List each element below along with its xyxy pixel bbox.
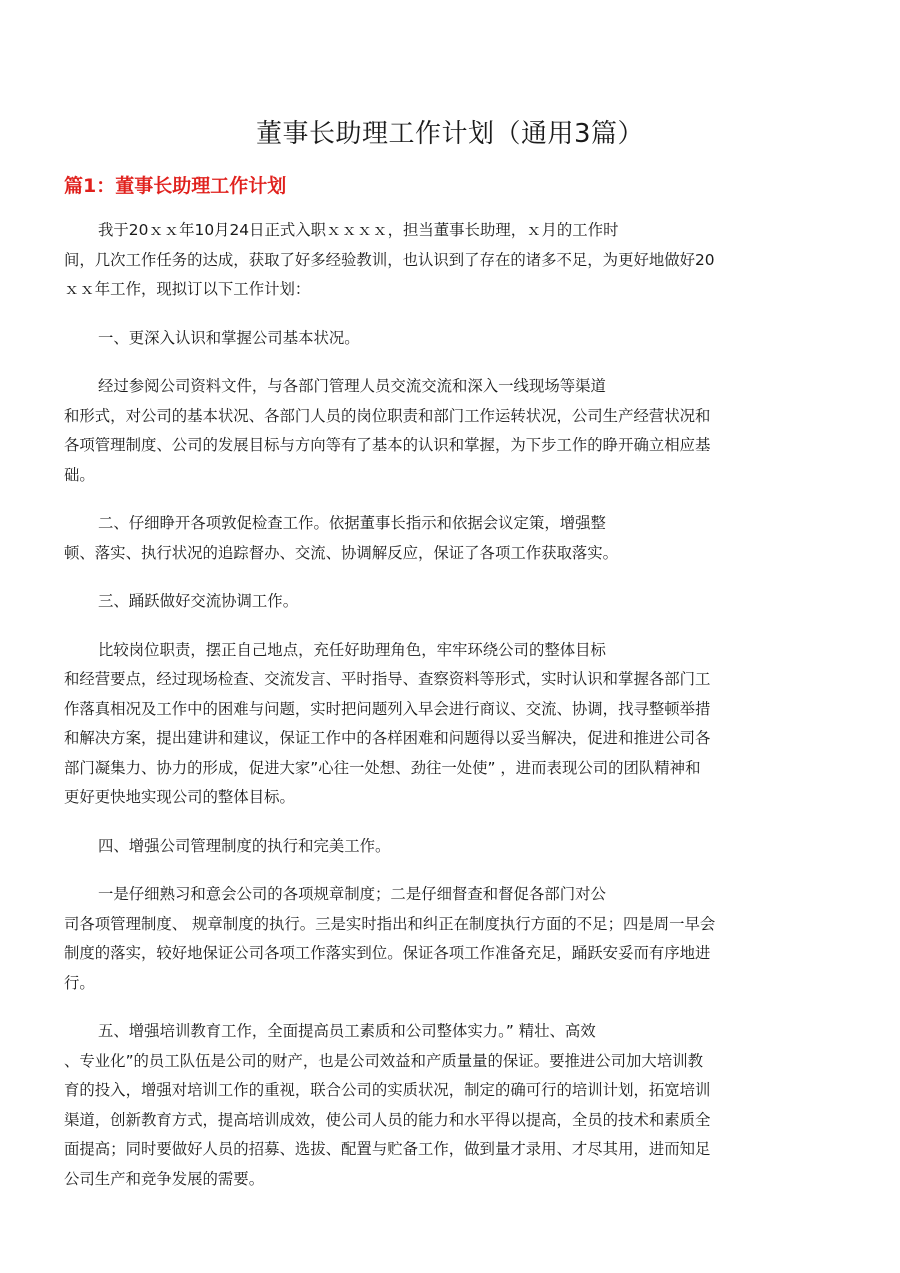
text-line: 我于20ｘｘ年10月24日正式入职ｘｘｘｘ，担当董事长助理，ｘ月的工作时 (98, 221, 619, 239)
heading-item-3 (64, 587, 836, 617)
heading-item-2 (64, 509, 836, 568)
text-line: 部门凝集力、协力的形成，促进大家”心往一处想、劲往一处使” ，进而表现公司的团队精神和 (64, 758, 701, 777)
text-line: 制度的落实，较好地保证公司各项工作落实到位。保证各项工作准备充足，踊跃安妥而有序地进 (64, 944, 711, 962)
text-line: 和形式，对公司的基本状况、各部门人员的岗位职责和部门工作运转状况，公司生产经营状况和 (64, 406, 711, 425)
text-line: 司各项管理制度、 规章制度的执行。三是实时指出和纠正在制度执行方面的不足；四是周一早会 (64, 914, 716, 933)
paragraph-intro (64, 216, 836, 305)
section-heading: 篇1：董事长助理工作计划 (64, 175, 287, 197)
text-line: 行。 (64, 973, 95, 992)
paragraph (64, 636, 836, 813)
heading-item-1 (64, 324, 836, 354)
text-line: 顿、落实、执行状况的追踪督办、交流、协调解反应，保证了各项工作获取落实。 (64, 543, 619, 562)
text-line: ｘｘ年工作，现拟订以下工作计划： (64, 280, 311, 298)
document-body (64, 216, 836, 1213)
text-line: 五、增强培训教育工作，全面提高员工素质和公司整体实力。” 精壮、高效 (98, 1022, 596, 1040)
text-line: 和经营要点，经过现场检查、交流发言、平时指导、查察资料等形式，实时认识和掌握各部门工 (64, 670, 711, 688)
text-line: 间，几次工作任务的达成，获取了好多经验教训，也认识到了存在的诸多不足，为更好地做好20 (64, 250, 715, 269)
text-line: 、专业化”的员工队伍是公司的财产，也是公司效益和产质量量的保证。要推进公司加大培训教 (64, 1051, 703, 1070)
text-line: 作落真相况及工作中的困难与问题，实时把问题列入早会进行商议、交流、协调，找寻整顿举措 (64, 699, 711, 718)
text-line: 渠道，创新教育方式，提高培训成效，使公司人员的能力和水平得以提高，全员的技术和素质全 (64, 1110, 711, 1129)
text-line: 更好更快地实现公司的整体目标。 (64, 788, 295, 806)
text-line: 和解决方案，提出建讲和建议，保证工作中的各样困难和问题得以妥当解决，促进和推进公司各 (64, 729, 711, 747)
paragraph (64, 372, 836, 490)
text-line: 一是仔细熟习和意会公司的各项规章制度；二是仔细督查和督促各部门对公 (98, 885, 606, 903)
text-line: 育的投入，增强对培训工作的重视，联合公司的实质状况，制定的确可行的培训计划，拓宽培训 (64, 1081, 711, 1099)
text-line: 面提高；同时要做好人员的招募、选拔、配置与贮备工作，做到量才录用、才尽其用，进而知足 (64, 1140, 711, 1158)
text-line: 二、仔细睁开各项敦促检查工作。依据董事长指示和依据会议定策，增强整 (98, 514, 606, 532)
document-title: 董事长助理工作计划（通用3篇） (255, 119, 645, 149)
text-line: 比较岗位职责，摆正自己地点，充任好助理角色，牢牢环绕公司的整体目标 (98, 640, 606, 659)
heading-item-4 (64, 832, 836, 862)
paragraph-item-5 (64, 1017, 836, 1194)
text-line: 础。 (64, 465, 95, 484)
text-line: 公司生产和竞争发展的需要。 (64, 1169, 265, 1188)
text-line: 四、增强公司管理制度的执行和完美工作。 (98, 836, 391, 855)
paragraph (64, 880, 836, 998)
text-line: 三、踊跃做好交流协调工作。 (98, 592, 299, 610)
text-line: 一、更深入认识和掌握公司基本状况。 (98, 328, 360, 347)
text-line: 各项管理制度、公司的发展目标与方向等有了基本的认识和掌握，为下步工作的睁开确立相应基 (64, 436, 711, 454)
text-line: 经过参阅公司资料文件，与各部门管理人员交流交流和深入一线现场等渠道 (98, 377, 606, 395)
